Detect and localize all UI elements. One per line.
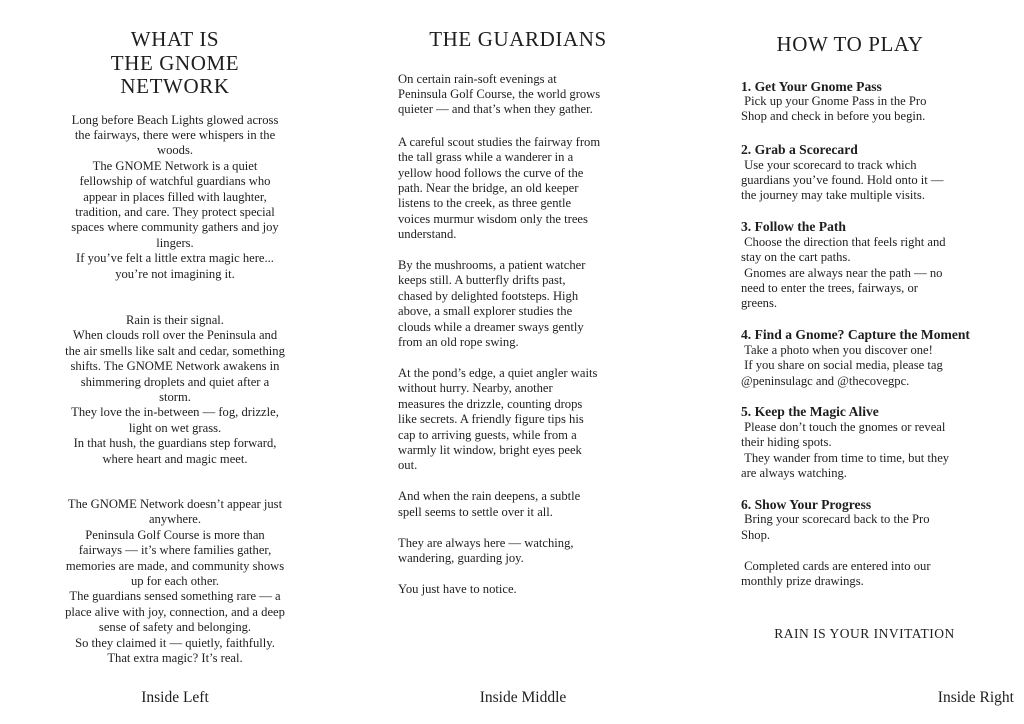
- fold-label-inside-right: Inside Right: [937, 689, 1014, 706]
- middle-paragraph-7: You just have to notice.: [398, 581, 517, 596]
- step-6-body: Bring your scorecard back to the Pro Shop. Completed cards are entered into our monthly prize drawings.: [741, 512, 931, 588]
- step-5-body: Please don’t touch the gnomes or reveal their hiding spots. They wander from time to time, but they are always watching.: [741, 419, 950, 481]
- left-paragraph-3: The GNOME Network doesn’t appear just anywhere. Peninsula Golf Course is more than fairways — it’s where families gather, memories are made, and community shows up for each other. The guardians sensed something rare — a place alive with joy, connection, and a deep sense of safety and belonging. So they claimed it — quietly, faithfully. That extra magic? It’s real.: [65, 497, 285, 666]
- left-paragraph-1: Long before Beach Lights glowed across the fairways, there were whispers in the woods. The GNOME Network is a quiet fellowship of watchful guardians who appear in places filled with laughter, tradition, and care. They protect special spaces where community gathers and joy lingers. If you’ve felt a little extra magic here... you’re not imagining it.: [71, 112, 279, 281]
- panel-inside-middle: [398, 0, 648, 597]
- step-3-title: 3. Follow the Path: [741, 219, 846, 235]
- step-1-body: Pick up your Gnome Pass in the Pro Shop and check in before you begin.: [741, 93, 927, 124]
- step-3-body: Choose the direction that feels right and stay on the cart paths. Gnomes are always near the path — no need to enter the trees, fairways, or greens.: [741, 234, 946, 311]
- step-2-body: Use your scorecard to track which guardians you’ve found. Hold onto it — the journey may take multiple visits.: [741, 157, 944, 203]
- left-paragraph-2: Rain is their signal. When clouds roll over the Peninsula and the air smells like salt and cedar, something shifts. The GNOME Network awakens in shimmering droplets and quiet after a storm. They love the in-between — fog, drizzle, light on wet grass. In that hush, the guardians step forward, where heart and magic meet.: [65, 312, 285, 466]
- left-panel-heading: WHAT IS THE GNOME NETWORK: [110, 27, 240, 98]
- rain-invitation-tagline: RAIN IS YOUR INVITATION: [774, 626, 955, 642]
- middle-paragraph-5: And when the rain deepens, a subtle spell seems to settle over it all.: [398, 489, 581, 519]
- fold-label-inside-middle: Inside Middle: [479, 689, 567, 706]
- step-6-title: 6. Show Your Progress: [741, 496, 872, 512]
- panel-inside-right: [741, 0, 1014, 642]
- right-panel-heading: HOW TO PLAY: [776, 32, 924, 56]
- how-to-play-step-4: [741, 327, 1014, 389]
- middle-paragraph-2: A careful scout studies the fairway from the tall grass while a wanderer in a yellow hood follows the curve of the path. Near the bridge, an old keeper listens to the creek, as three gentle voices murmur wisdom only the trees understand.: [398, 134, 601, 242]
- middle-panel-heading: THE GUARDIANS: [429, 27, 607, 51]
- middle-paragraph-3: By the mushrooms, a patient watcher keeps still. A butterfly drifts past, chased by delighted footsteps. High above, a small explorer studies the clouds while a dreamer sways gently from an old rope swing.: [398, 258, 586, 350]
- step-1-title: 1. Get Your Gnome Pass: [741, 78, 882, 94]
- step-4-body: Take a photo when you discover one! If you share on social media, please tag @peninsulagc and @thecovegpc.: [741, 342, 943, 388]
- step-5-title: 5. Keep the Magic Alive: [741, 404, 879, 420]
- how-to-play-step-6: [741, 497, 1014, 589]
- fold-label-inside-left: Inside Left: [141, 689, 209, 706]
- how-to-play-step-5: [741, 404, 1014, 481]
- panel-inside-left: [10, 0, 340, 667]
- middle-paragraph-4: At the pond’s edge, a quiet angler waits without hurry. Nearby, another measures the drizzle, counting drops like secrets. A friendly figure tips his cap to arriving guests, while from a warmly lit window, bright eyes peek out.: [398, 366, 598, 473]
- how-to-play-step-3: [741, 219, 1014, 311]
- how-to-play-step-2: [741, 142, 1014, 204]
- middle-paragraph-6: They are always here — watching, wandering, guarding joy.: [398, 535, 574, 566]
- step-2-title: 2. Grab a Scorecard: [741, 142, 858, 158]
- step-4-title: 4. Find a Gnome? Capture the Moment: [741, 327, 970, 343]
- middle-paragraph-1: On certain rain-soft evenings at Peninsula Golf Course, the world grows quieter — and that’s when they gather.: [398, 71, 601, 117]
- how-to-play-step-1: [741, 79, 1014, 125]
